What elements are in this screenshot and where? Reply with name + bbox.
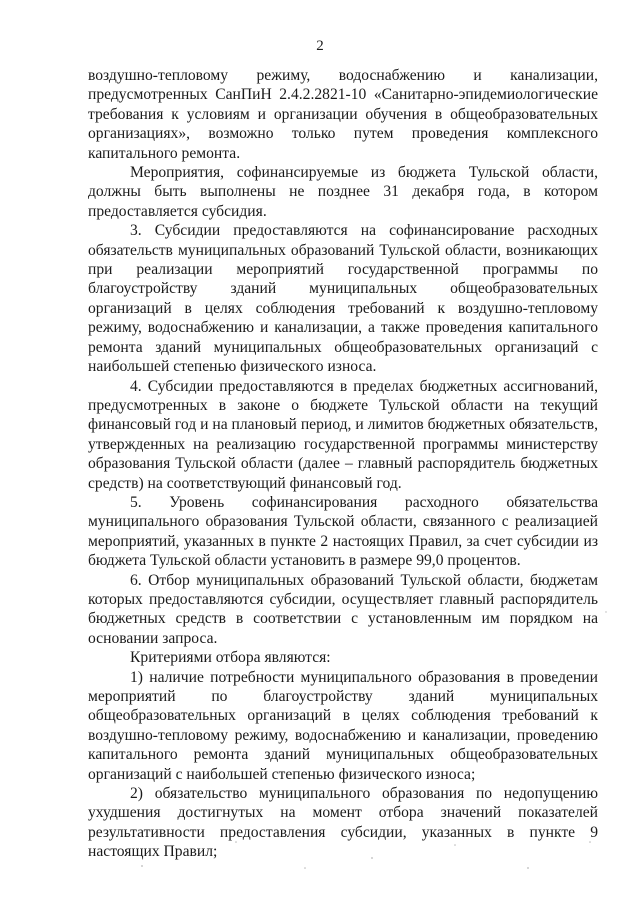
paragraph-4: 4. Субсидии предоставляются в пределах бюджетных ассигнований, предусмотренных в законе о бюджете Тульской области на текущий финансовый год и на плановый период, и лимитов бюджетных обязательств, утвержденных на реализацию государственной программы министерству образования Тульской области (далее – главный распорядитель бюджетных средств) на соответствующий финансовый год. — [88, 377, 598, 492]
page-number: 2 — [316, 38, 324, 54]
paragraph-criterion-1: 1) наличие потребности муниципального образования в проведении мероприятий по благоустройству зданий муниципальных общеобразовательных организаций в целях соблюдения требований к воздушно-тепловому режиму, водоснабжению и канализации, проведению капитального ремонта зданий муниципальных общеобразовательных организаций с наибольшей степенью физического износа; — [88, 668, 598, 783]
paragraph-deadline: Мероприятия, софинансируемые из бюджета Тульской области, должны быть выполнены не позднее 31 декабря года, в котором предоставляется субсидия. — [88, 164, 598, 220]
document-body — [88, 66, 598, 862]
paragraph-criterion-2: 2) обязательство муниципального образования по недопущению ухудшения достигнутых на момент отбора значений показателей результативности предоставления субсидии, указанных в пункте 9 настоящих Правил; — [88, 785, 598, 861]
paragraph-continuation: воздушно-тепловому режиму, водоснабжению и канализации, предусмотренных СанПиН 2.4.2.2821-10 «Санитарно-эпидемиологические требования к условиям и организации обучения в общеобразовательных организациях», возможно только путем проведения комплексного капитального ремонта. — [88, 67, 598, 162]
paragraph-5: 5. Уровень софинансирования расходного обязательства муниципального образования Тульской области, связанного с реализацией мероприятий, указанных в пункте 2 настоящих Правил, за счет субсидии из бюджета Тульской области установить в размере 99,0 процентов. — [88, 493, 598, 570]
paragraph-criteria-heading: Критериями отбора являются: — [130, 649, 331, 667]
paragraph-3: 3. Субсидии предоставляются на софинансирование расходных обязательств муниципальных образований Тульской области, возникающих при реализации мероприятий государственной программы по благоустройству зданий муниципальных общеобразовательных организаций в целях соблюдения требований к воздушно-тепловому режиму, водоснабжению и канализации, а также проведения капитального ремонта зданий муниципальных общеобразовательных организаций с наибольшей степенью физического износа. — [88, 222, 598, 376]
paragraph-6: 6. Отбор муниципальных образований Тульской области, бюджетам которых предоставляются субсидии, осуществляет главный распорядитель бюджетных средств в соответствии с установленным им порядком на основании запроса. — [88, 571, 598, 647]
